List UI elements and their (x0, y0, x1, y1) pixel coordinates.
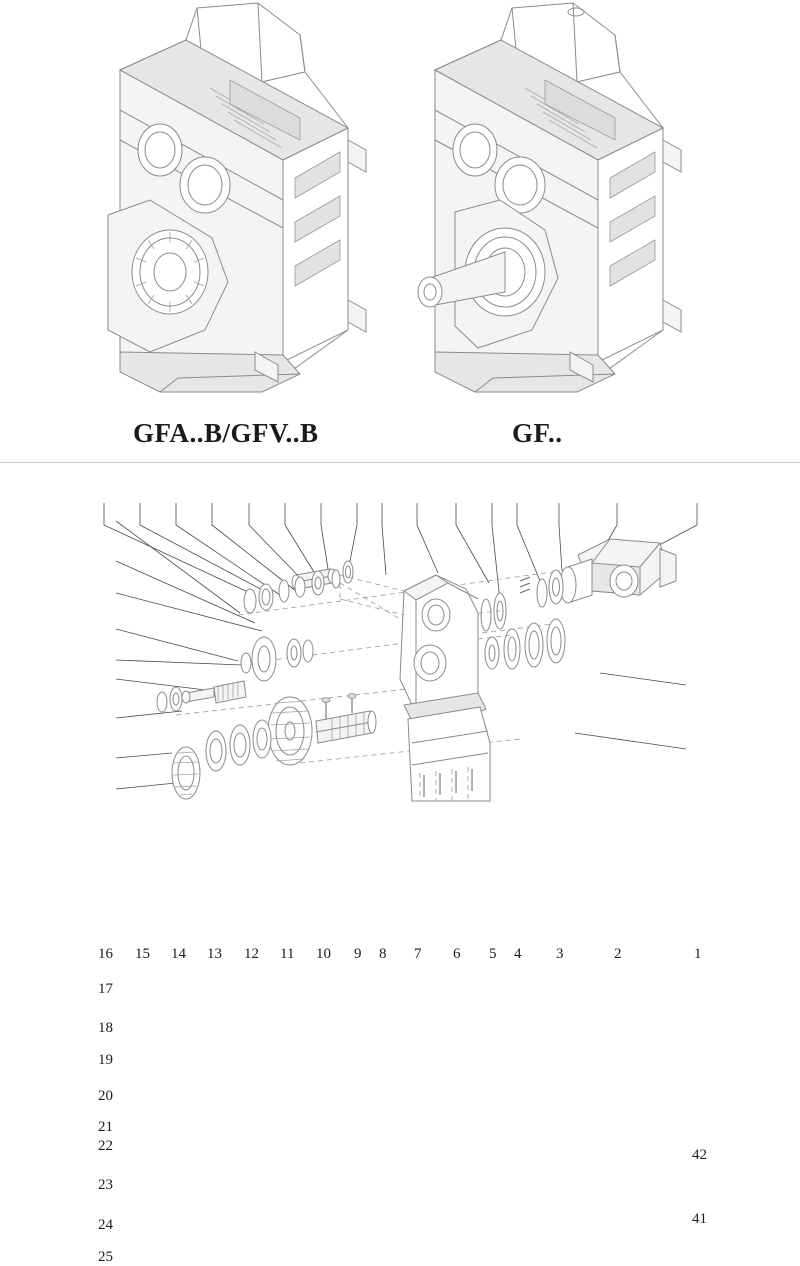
part-label-4: 4 (514, 946, 522, 962)
part-label-22: 22 (98, 1138, 113, 1154)
part-label-1: 1 (694, 946, 702, 962)
gearbox-left-drawing (0, 0, 800, 462)
part-label-15: 15 (135, 946, 150, 962)
part-label-25: 25 (98, 1249, 113, 1265)
housing-part (400, 575, 490, 801)
part-label-13: 13 (207, 946, 222, 962)
part-label-16: 16 (98, 946, 113, 962)
part-label-5: 5 (489, 946, 497, 962)
part-label-19: 19 (98, 1052, 113, 1068)
motor-adapter-part (560, 539, 676, 603)
part-label-2: 2 (614, 946, 622, 962)
part-label-41: 41 (692, 1211, 707, 1227)
part-label-8: 8 (379, 946, 387, 962)
caption-gfab-gfvb: GFA..B/GFV..B (133, 418, 319, 448)
large-gear-group-lower (172, 694, 376, 800)
part-label-3: 3 (556, 946, 564, 962)
gearbox-illustrations-section (0, 0, 800, 462)
part-label-10: 10 (316, 946, 331, 962)
part-label-20: 20 (98, 1088, 113, 1104)
part-label-24: 24 (98, 1217, 113, 1233)
shaft-gear-group-upper (244, 561, 353, 613)
part-label-7: 7 (414, 946, 422, 962)
part-label-21: 21 (98, 1119, 113, 1135)
exploded-view-section (0, 462, 800, 1265)
part-label-9: 9 (354, 946, 362, 962)
part-label-14: 14 (171, 946, 186, 962)
part-label-23: 23 (98, 1177, 113, 1193)
part-label-18: 18 (98, 1020, 113, 1036)
exploded-parts-drawing (0, 463, 800, 801)
part-label-42: 42 (692, 1147, 707, 1163)
gearbox-left-body (108, 3, 366, 392)
part-label-6: 6 (453, 946, 461, 962)
part-label-11: 11 (280, 946, 295, 962)
part-label-17: 17 (98, 981, 113, 997)
gearbox-right-body (418, 3, 681, 392)
part-label-12: 12 (244, 946, 259, 962)
leader-lines-right (575, 673, 686, 749)
rings-group-right (481, 570, 565, 669)
caption-gf: GF.. (512, 418, 563, 448)
